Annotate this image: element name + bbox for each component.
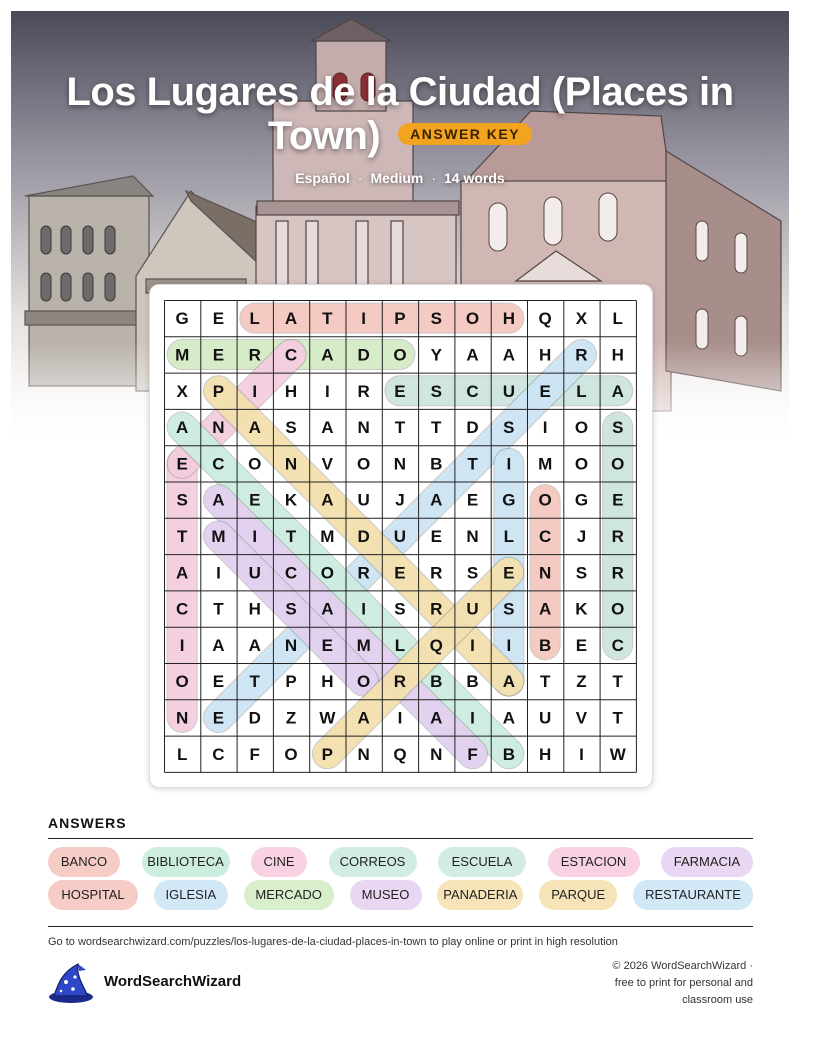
grid-letter[interactable]: T	[322, 309, 333, 329]
grid-letter[interactable]: A	[284, 309, 298, 329]
grid-letter[interactable]: X	[176, 381, 188, 401]
puzzle-meta	[0, 170, 800, 186]
grid-letter[interactable]: A	[357, 708, 370, 728]
grid-letter[interactable]: I	[252, 526, 258, 546]
grid-letter[interactable]: C	[284, 563, 298, 583]
answer-chip: ESTACION	[548, 847, 640, 877]
grid-letter[interactable]: S	[430, 309, 442, 329]
grid-letter[interactable]: H	[539, 744, 552, 764]
grid-letter[interactable]: R	[611, 563, 624, 583]
answer-chip: HOSPITAL	[48, 880, 138, 910]
grid-letter[interactable]: R	[575, 345, 588, 365]
grid-letter[interactable]: B	[430, 672, 443, 692]
grid-letter[interactable]: S	[285, 599, 297, 619]
grid-letter[interactable]: U	[539, 708, 552, 728]
grid-letter[interactable]: C	[176, 599, 189, 619]
word-count-label: 14 words	[444, 170, 505, 186]
grid-letter[interactable]: T	[431, 418, 442, 438]
grid-letter[interactable]: M	[320, 526, 335, 546]
grid-letter[interactable]: O	[611, 599, 625, 619]
grid-letter[interactable]: A	[430, 490, 443, 510]
grid-letter[interactable]: E	[249, 490, 261, 510]
grid-letter[interactable]: A	[321, 599, 334, 619]
difficulty-label: Medium	[370, 170, 424, 186]
grid-letter[interactable]: A	[212, 490, 225, 510]
grid-letter[interactable]: W	[609, 744, 626, 764]
answer-chip: PANADERIA	[437, 880, 523, 910]
answer-chip: BIBLIOTECA	[142, 847, 230, 877]
grid-letter[interactable]: O	[574, 454, 589, 474]
grid-letter[interactable]: V	[575, 708, 588, 728]
grid-letter[interactable]: L	[612, 309, 623, 329]
grid-letter[interactable]: E	[212, 708, 225, 728]
grid-letter[interactable]: L	[394, 635, 406, 655]
grid-letter[interactable]: G	[175, 309, 189, 329]
grid-letter[interactable]: H	[284, 381, 298, 401]
grid-letter[interactable]: A	[176, 418, 189, 438]
grid-letter[interactable]: S	[466, 563, 479, 583]
grid-letter[interactable]: Z	[285, 708, 297, 728]
grid-letter[interactable]: L	[249, 309, 260, 329]
grid-letter[interactable]: I	[542, 418, 548, 438]
answer-chip: RESTAURANTE	[633, 880, 753, 910]
grid-letter[interactable]: D	[466, 418, 479, 438]
answer-chip: ESCUELA	[438, 847, 526, 877]
copyright-line: © 2026 WordSearchWizard ·	[612, 960, 753, 972]
grid-letter[interactable]: N	[539, 563, 552, 583]
grid-letter[interactable]: N	[284, 635, 298, 655]
grid-letter[interactable]: A	[611, 381, 624, 401]
grid-letter[interactable]: O	[357, 672, 371, 692]
grid-letter[interactable]: Q	[429, 635, 443, 655]
grid-letter[interactable]: B	[430, 454, 443, 474]
footer-link-text[interactable]: Go to wordsearchwizard.com/puzzles/los-lugares-de-la-ciudad-places-in-town to play online or print in high resolution	[48, 936, 618, 948]
grid-letter[interactable]: E	[212, 309, 225, 329]
grid-letter[interactable]: T	[539, 672, 551, 692]
grid-letter[interactable]: P	[394, 309, 406, 329]
grid-letter[interactable]: I	[579, 744, 584, 764]
grid-letter[interactable]: R	[430, 599, 443, 619]
grid-letter[interactable]: C	[212, 454, 225, 474]
grid-letter[interactable]: S	[430, 381, 442, 401]
grid-letter[interactable]: E	[176, 454, 188, 474]
grid-letter[interactable]: C	[611, 635, 624, 655]
grid-letter[interactable]: C	[284, 345, 298, 365]
grid-letter[interactable]: E	[575, 635, 588, 655]
grid-letter[interactable]: M	[538, 454, 553, 474]
grid-letter[interactable]: D	[357, 345, 370, 365]
grid-letter[interactable]: R	[248, 345, 261, 365]
grid-letter[interactable]: S	[285, 418, 297, 438]
grid-letter[interactable]: I	[470, 635, 475, 655]
grid-letter[interactable]: Y	[430, 345, 442, 365]
grid-letter[interactable]: N	[357, 418, 370, 438]
grid-letter[interactable]: P	[321, 744, 334, 764]
grid-letter[interactable]: T	[213, 599, 224, 619]
grid-letter[interactable]: R	[430, 563, 443, 583]
grid-letter[interactable]: T	[285, 526, 297, 546]
grid-letter[interactable]: A	[212, 635, 225, 655]
title-text: Los Lugares de la Ciudad (Places in Town)	[66, 70, 734, 158]
answer-chip: CINE	[251, 847, 307, 877]
grid-letter[interactable]: B	[466, 672, 479, 692]
grid-letter[interactable]: S	[503, 418, 515, 438]
answer-chip: BANCO	[48, 847, 120, 877]
grid-letter[interactable]: I	[252, 381, 258, 401]
answer-chip: MUSEO	[350, 880, 422, 910]
grid-letter[interactable]: U	[248, 563, 261, 583]
grid-letter[interactable]: O	[175, 672, 189, 692]
grid-letter[interactable]: A	[430, 708, 443, 728]
grid-letter[interactable]: A	[321, 490, 334, 510]
grid-letter[interactable]: F	[249, 744, 260, 764]
answers-heading: ANSWERS	[48, 815, 127, 831]
grid-letter[interactable]: Q	[538, 309, 552, 329]
grid-letter[interactable]: D	[248, 708, 261, 728]
grid-letter[interactable]: N	[176, 708, 189, 728]
grid-letter[interactable]: L	[576, 381, 587, 401]
grid-letter[interactable]: U	[502, 381, 515, 401]
grid-letter[interactable]: I	[179, 635, 185, 655]
grid-letter[interactable]: W	[319, 708, 336, 728]
grid-letter[interactable]: F	[467, 744, 478, 764]
grid-letter[interactable]: C	[212, 744, 225, 764]
grid-letter[interactable]: A	[248, 418, 261, 438]
meta-separator: ·	[357, 170, 363, 186]
grid-letter[interactable]: I	[361, 599, 367, 619]
grid-letter[interactable]: K	[575, 599, 588, 619]
grid-letter[interactable]: P	[285, 672, 297, 692]
grid-letter[interactable]: D	[357, 526, 370, 546]
grid-letter[interactable]: T	[249, 672, 260, 692]
grid-letter[interactable]: A	[539, 599, 552, 619]
grid-letter[interactable]: R	[357, 563, 370, 583]
grid-letter[interactable]: H	[611, 345, 624, 365]
grid-letter[interactable]: I	[506, 635, 512, 655]
grid-letter[interactable]: H	[248, 599, 261, 619]
answer-chip: CORREOS	[329, 847, 417, 877]
grid-letter[interactable]: I	[397, 708, 403, 728]
grid-letter[interactable]: A	[502, 345, 515, 365]
footer-divider	[48, 926, 753, 927]
grid-letter[interactable]: U	[357, 490, 370, 510]
meta-separator: ·	[431, 170, 436, 186]
grid-letter[interactable]: O	[611, 454, 625, 474]
grid-letter[interactable]: E	[466, 490, 479, 510]
answer-chip: IGLESIA	[154, 880, 228, 910]
grid-letter[interactable]: N	[212, 418, 225, 438]
grid-letter[interactable]: E	[539, 381, 551, 401]
grid-letter[interactable]: Q	[393, 744, 407, 764]
grid-letter[interactable]: I	[506, 454, 512, 474]
grid-letter[interactable]: A	[176, 563, 189, 583]
grid-letter[interactable]: E	[394, 563, 406, 583]
grid-letter[interactable]: U	[393, 526, 407, 546]
grid-letter[interactable]: A	[466, 345, 479, 365]
grid-letter[interactable]: O	[465, 309, 480, 329]
grid-letter[interactable]: C	[466, 381, 479, 401]
language-label: Español	[295, 170, 350, 186]
grid-letter[interactable]: N	[357, 744, 370, 764]
grid-letter[interactable]: A	[502, 708, 515, 728]
grid-letter[interactable]: U	[466, 599, 479, 619]
grid-letter[interactable]: S	[176, 490, 188, 510]
grid-letter[interactable]: E	[394, 381, 406, 401]
grid-letter[interactable]: H	[321, 672, 334, 692]
grid-letter[interactable]: G	[502, 490, 516, 510]
grid-letter[interactable]: B	[502, 744, 515, 764]
answer-chip: FARMACIA	[661, 847, 753, 877]
answers-divider	[48, 838, 753, 839]
grid-letter[interactable]: V	[321, 454, 334, 474]
grid-letter[interactable]: L	[503, 526, 515, 546]
grid-letter[interactable]: P	[212, 381, 225, 401]
grid-letter[interactable]: E	[612, 490, 624, 510]
word-search-grid	[164, 300, 637, 773]
wizard-hat-icon	[48, 962, 94, 1009]
grid-letter[interactable]: J	[395, 490, 405, 510]
grid-letter[interactable]: X	[575, 309, 588, 329]
grid-letter[interactable]: C	[539, 526, 552, 546]
grid-letter[interactable]: G	[574, 490, 589, 510]
brand-name: WordSearchWizard	[104, 973, 242, 990]
grid-letter[interactable]: O	[574, 418, 589, 438]
grid-letter[interactable]: O	[248, 454, 262, 474]
grid-letter[interactable]: Z	[576, 672, 587, 692]
grid-letter[interactable]: E	[212, 345, 225, 365]
grid-letter[interactable]: N	[466, 526, 479, 546]
grid-letter[interactable]: T	[612, 708, 623, 728]
grid-letter[interactable]: H	[502, 309, 515, 329]
grid-letter[interactable]: S	[575, 563, 588, 583]
grid-letter[interactable]: O	[538, 490, 552, 510]
copyright-text	[553, 958, 753, 1009]
grid-letter[interactable]: A	[502, 672, 515, 692]
answer-key-badge: ANSWER KEY	[398, 123, 532, 145]
grid-letter[interactable]: M	[211, 526, 226, 546]
grid-letter[interactable]: O	[357, 454, 371, 474]
grid-letter[interactable]: S	[394, 599, 406, 619]
grid-letter[interactable]: N	[284, 454, 298, 474]
grid-letter[interactable]: E	[430, 526, 442, 546]
grid-letter[interactable]: H	[539, 345, 552, 365]
answer-chip: PARQUE	[539, 880, 617, 910]
grid-letter[interactable]: O	[320, 563, 334, 583]
grid-letter[interactable]: O	[284, 744, 298, 764]
grid-letter[interactable]: R	[357, 381, 370, 401]
grid-letter[interactable]: T	[176, 526, 188, 546]
grid-letter[interactable]: T	[394, 418, 406, 438]
grid-letter[interactable]: O	[393, 345, 407, 365]
grid-letter[interactable]: R	[393, 672, 407, 692]
grid-letter[interactable]: R	[611, 526, 624, 546]
grid-letter[interactable]: I	[324, 381, 330, 401]
grid-letter[interactable]: T	[467, 454, 478, 474]
grid-letter[interactable]: N	[393, 454, 407, 474]
grid-letter[interactable]: M	[175, 345, 190, 365]
grid-letter[interactable]: A	[321, 418, 334, 438]
grid-letter[interactable]: E	[212, 672, 225, 692]
grid-letter[interactable]: E	[503, 563, 515, 583]
answer-chip: MERCADO	[244, 880, 334, 910]
copyright-line: free to print for personal and	[614, 977, 753, 989]
grid-letter[interactable]: I	[216, 563, 221, 583]
grid-letter[interactable]: N	[430, 744, 443, 764]
grid-letter[interactable]: J	[576, 526, 587, 546]
grid-letter[interactable]: I	[361, 309, 367, 329]
grid-letter[interactable]: K	[284, 490, 298, 510]
page-title	[30, 70, 770, 158]
grid-letter[interactable]: S	[612, 418, 624, 438]
grid-letter[interactable]: T	[612, 672, 623, 692]
grid-letter[interactable]: A	[321, 345, 334, 365]
grid-letter[interactable]: S	[503, 599, 515, 619]
grid-letter[interactable]: E	[321, 635, 334, 655]
grid-letter[interactable]: B	[539, 635, 552, 655]
grid-letter[interactable]: A	[248, 635, 261, 655]
grid-letter[interactable]: L	[176, 744, 188, 764]
grid-letter[interactable]: M	[356, 635, 371, 655]
grid-letter[interactable]: I	[470, 708, 475, 728]
copyright-line: classroom use	[682, 994, 753, 1006]
